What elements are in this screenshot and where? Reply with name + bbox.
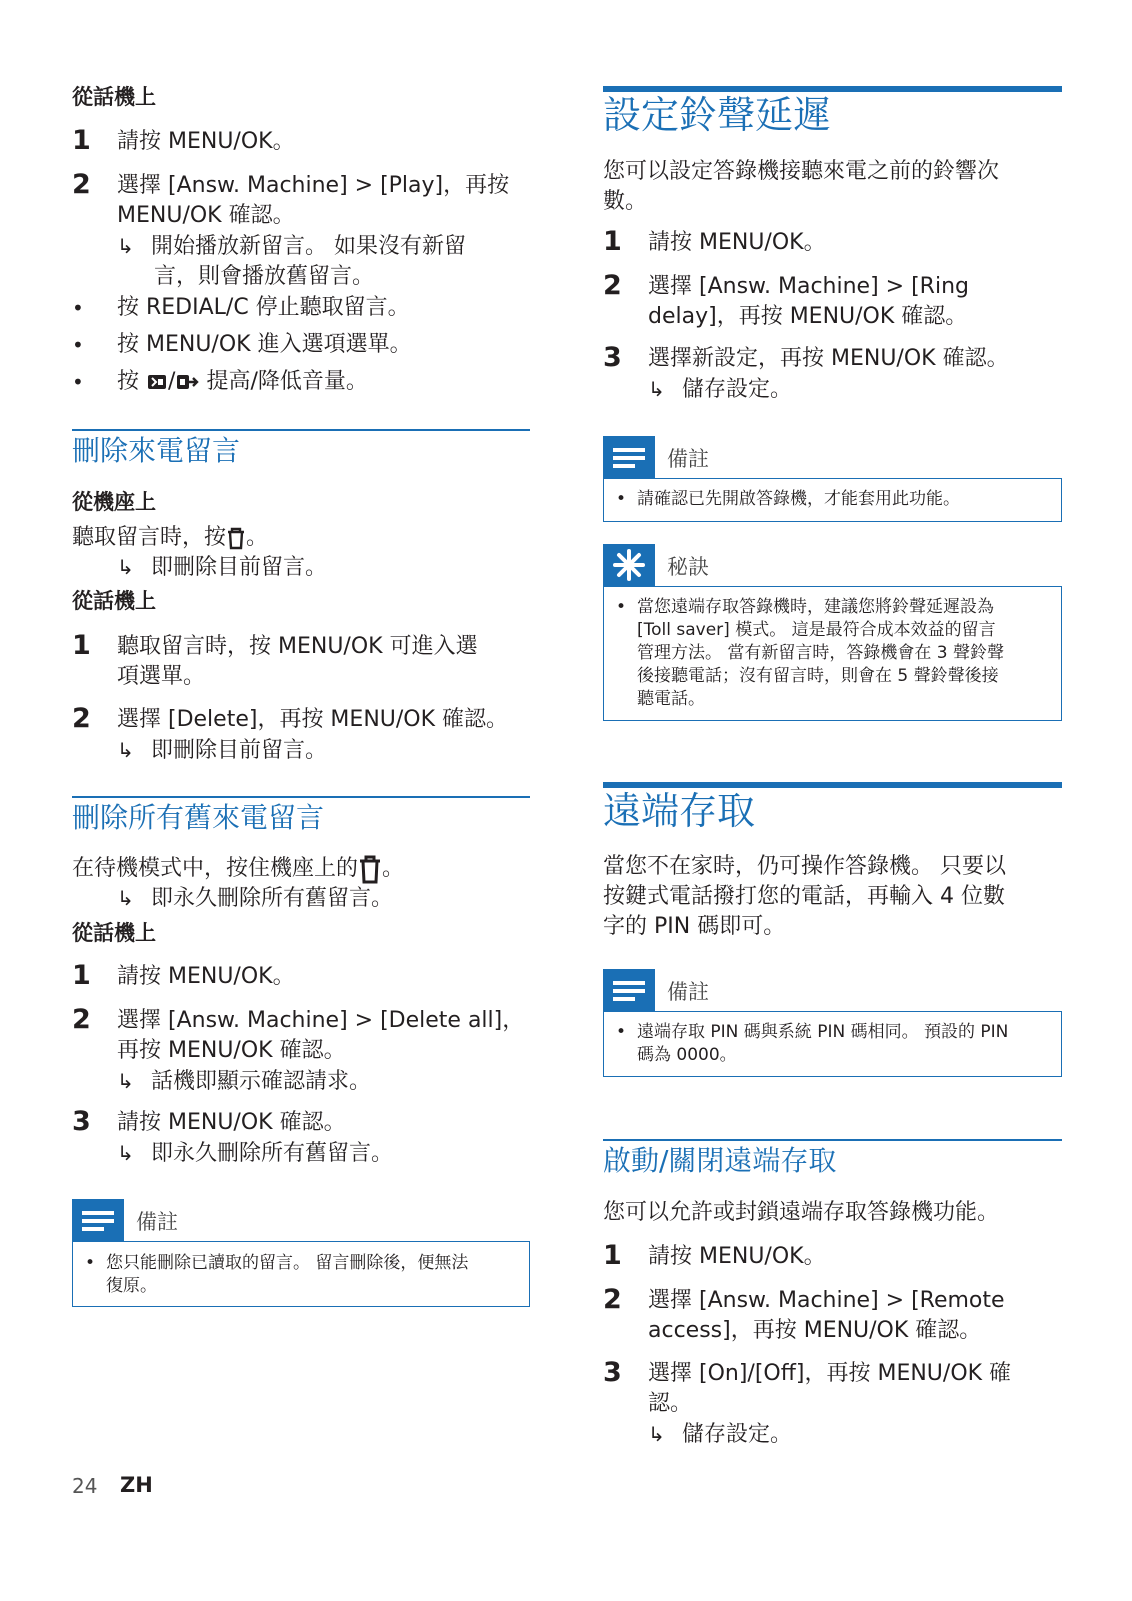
step-number: 2 (72, 1004, 91, 1035)
step-text: 選擇 [Answ. Machine] > [Remote access]，再按 MENU/OK 確認。 (648, 1288, 1005, 1343)
result-arrow-icon: ↳ (117, 1141, 134, 1165)
result-arrow-icon: ↳ (648, 377, 665, 401)
result-arrow-icon: ↳ (117, 886, 134, 910)
step-number: 1 (603, 1240, 622, 1271)
sub-heading-base: 從機座上 (72, 490, 156, 514)
step-number: 2 (72, 169, 91, 200)
remote-intro: 當您不在家時，仍可操作答錄機。 只要以 按鍵式電話撥打您的電話，再輸入 4 位數 字的 PIN 碼即可。 (603, 854, 1006, 939)
step-text: 選擇 [Answ. Machine] > [Delete all]， 再按 MENU/OK 確認。 ↳ 話機即顯示確認請求。 (117, 1008, 525, 1094)
note-text: 遠端存取 PIN 碼與系統 PIN 碼相同。 預設的 PIN 碼為 0000。 (637, 1022, 1009, 1065)
step-text: 選擇 [Answ. Machine] > [Play]，再按 MENU/OK 確認。 ↳ 開始播放新留言。 如果沒有新留 言，則會播放舊留言。 (117, 173, 510, 289)
volume-down-icon (175, 372, 199, 392)
note-text: 請確認已先開啟答錄機，才能套用此功能。 (637, 489, 960, 509)
step-text: 選擇 [Delete]，再按 MENU/OK 確認。 ↳ 即刪除目前留言。 (117, 707, 509, 763)
bullet-text: 按 MENU/OK 進入選項選單。 (117, 332, 412, 357)
ring-intro: 您可以設定答錄機接聽來電之前的鈴響次 數。 (603, 159, 1000, 214)
step-number: 3 (603, 342, 622, 373)
note-label: 備註 (667, 980, 709, 1004)
step-number: 2 (603, 1284, 622, 1315)
step-text: 請按 MENU/OK。 (117, 964, 295, 989)
note-box (603, 1011, 1062, 1077)
section-heading-remote-onoff: 啟動/關閉遠端存取 (603, 1144, 837, 1177)
bullet-icon: • (72, 296, 84, 320)
tip-box (603, 586, 1062, 721)
bullet-text: 按 REDIAL/C 停止聽取留言。 (117, 295, 410, 320)
step-text: 選擇 [Answ. Machine] > [Ring delay]，再按 MENU/OK 確認。 (648, 274, 969, 329)
result-line: ↳ 即刪除目前留言。 (117, 552, 327, 583)
section-heading-remote: 遠端存取 (603, 789, 756, 833)
note-icon (603, 969, 655, 1011)
tip-icon (603, 544, 655, 586)
sub-heading-handset: 從話機上 (72, 589, 156, 613)
trash-icon (226, 526, 246, 550)
section-heading-delete-all: 刪除所有舊來電留言 (72, 801, 325, 834)
step-number: 2 (72, 703, 91, 734)
result-arrow-icon: ↳ (117, 738, 134, 762)
note-icon (72, 1199, 124, 1241)
step-text: 請按 MENU/OK。 (648, 230, 826, 255)
step-text: 請按 MENU/OK 確認。 ↳ 即永久刪除所有舊留言。 (117, 1110, 394, 1166)
delete-base-text: 聽取留言時，按 。 (72, 525, 269, 550)
section-rule (603, 1139, 1062, 1141)
note-label: 備註 (667, 447, 709, 471)
step-text: 請按 MENU/OK。 (117, 129, 295, 154)
step-number: 1 (72, 630, 91, 661)
volume-up-icon (146, 372, 168, 392)
bullet-text: 按 / 提高/降低音量。 (117, 369, 368, 394)
sub-heading-handset: 從話機上 (72, 85, 156, 109)
result-arrow-icon: ↳ (117, 555, 134, 579)
bullet-icon: • (72, 370, 84, 394)
step-number: 3 (603, 1357, 622, 1388)
result-arrow-icon: ↳ (117, 1069, 134, 1093)
result-arrow-icon: ↳ (117, 234, 134, 258)
note-box (603, 478, 1062, 522)
page-number: 24 (72, 1474, 98, 1498)
section-rule (72, 796, 530, 798)
note-icon (603, 436, 655, 478)
trash-icon (358, 854, 382, 884)
note-text: 您只能刪除已讀取的留言。 留言刪除後，便無法 復原。 (106, 1253, 469, 1296)
section-heading-ring-delay: 設定鈴聲延遲 (603, 93, 832, 137)
step-text: 選擇 [On]/[Off]，再按 MENU/OK 確 認。 ↳ 儲存設定。 (648, 1361, 1012, 1447)
section-rule (72, 429, 530, 431)
step-text: 聽取留言時，按 MENU/OK 可進入選 項選單。 (117, 634, 478, 689)
step-number: 1 (72, 960, 91, 991)
bullet-icon: • (72, 333, 84, 357)
note-box (72, 1241, 530, 1307)
bullet-icon: • (616, 1022, 627, 1042)
bullet-icon: • (85, 1253, 96, 1273)
bullet-icon: • (616, 597, 627, 617)
sub-heading-handset: 從話機上 (72, 921, 156, 945)
result-line: ↳ 即永久刪除所有舊留言。 (117, 883, 393, 914)
tip-text: 當您遠端存取答錄機時，建議您將鈴聲延遲設為 [Toll saver] 模式。 這是最符合成本效益的留言 管理方法。 當有新留言時，答錄機會在 3 聲鈴聲 後接聽電話；沒有留言時，則會在 5 聲鈴聲後接 聽電話。 (637, 597, 1005, 709)
step-text: 選擇新設定，再按 MENU/OK 確認。 ↳ 儲存設定。 (648, 346, 1009, 402)
delete-all-text: 在待機模式中，按住機座上的 。 (72, 854, 404, 884)
step-number: 1 (603, 226, 622, 257)
tip-label: 秘訣 (667, 555, 709, 579)
step-number: 3 (72, 1106, 91, 1137)
step-number: 2 (603, 270, 622, 301)
step-number: 1 (72, 125, 91, 156)
bullet-icon: • (616, 489, 627, 509)
result-arrow-icon: ↳ (648, 1422, 665, 1446)
step-text: 請按 MENU/OK。 (648, 1244, 826, 1269)
onoff-intro: 您可以允許或封鎖遠端存取答錄機功能。 (603, 1200, 1000, 1225)
language-code: ZH (120, 1473, 153, 1497)
note-label: 備註 (136, 1210, 178, 1234)
section-heading-delete: 刪除來電留言 (72, 434, 241, 467)
